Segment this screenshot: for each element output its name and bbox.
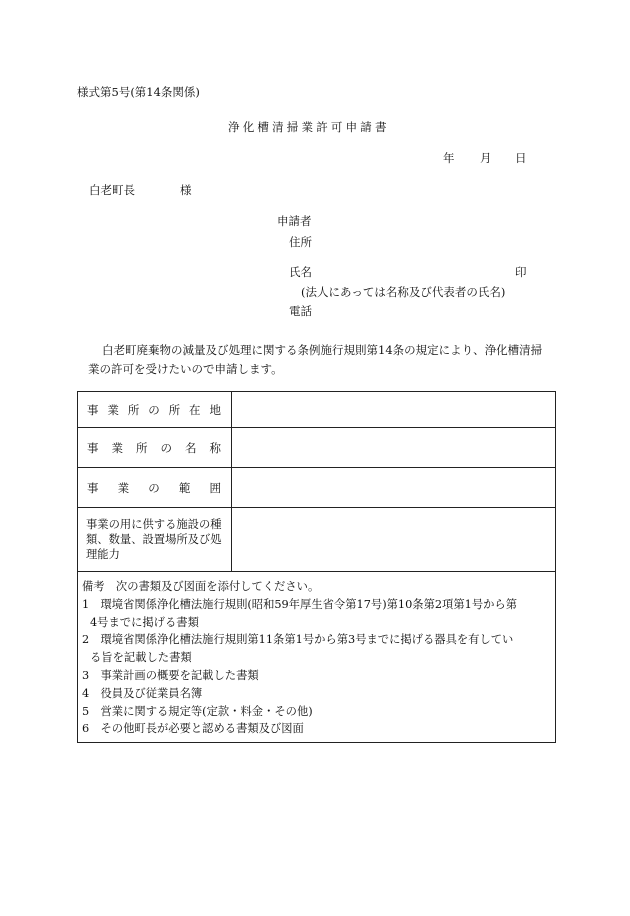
note-item: 3 事業計画の概要を記載した書類 [82,668,259,682]
note-item: 1 環境省関係浄化槽法施行規則(昭和59年厚生省令第17号)第10条第2項第1号から第 [82,597,518,611]
value-business-location[interactable] [232,392,556,428]
note-item-continuation: る旨を記載した書類 [90,651,192,665]
application-table [77,391,556,743]
label-business-scope: 事 業 の 範 囲 [78,468,232,508]
value-facilities[interactable] [232,508,556,572]
table-row [78,468,556,508]
table-row [78,392,556,428]
date-year: 年 [443,151,455,165]
table-row [78,428,556,468]
notes-header: 備考 次の書類及び図面を添付してください。 [82,580,320,593]
notes-row [78,572,556,743]
value-business-name[interactable] [232,428,556,468]
note-item: 2 環境省関係浄化槽法施行規則第11条第1号から第3号までに掲げる器具を有してい [82,633,514,647]
date-month: 月 [480,151,492,165]
note-item: 4 役員及び従業員名簿 [82,686,203,700]
notes-cell [78,572,556,743]
table-row [78,508,556,572]
form-number: 様式第5号(第14条関係) [77,85,200,99]
applicant-name-note: (法人にあっては名称及び代表者の氏名) [301,285,506,299]
label-business-name: 事 業 所 の 名 称 [78,428,232,468]
note-item: 5 営業に関する規定等(定款・料金・その他) [82,704,313,718]
body-text-line1: 白老町廃棄物の減量及び処理に関する条例施行規則第14条の規定により、浄化槽清掃 [102,343,543,357]
value-business-scope[interactable] [232,468,556,508]
label-facilities: 事業の用に供する施設の種類、数量、設置場所及び処理能力 [78,508,232,572]
note-item: 6 その他町長が必要と認める書類及び図面 [82,722,304,736]
date-day: 日 [515,151,527,165]
addressee-honorific: 様 [180,183,192,197]
body-text-line2: 業の許可を受けたいので申請します。 [88,362,283,376]
applicant-phone-label: 電話 [289,304,312,318]
applicant-address-label: 住所 [289,235,312,249]
seal-label: 印 [515,265,527,279]
applicant-heading: 申請者 [277,214,312,228]
note-item-continuation: 4号までに掲げる書類 [90,615,199,629]
addressee-name: 白老町長 [89,183,135,197]
label-business-location: 事 業 所 の 所 在 地 [78,392,232,428]
applicant-name-label: 氏名 [289,265,312,279]
form-title: 浄化槽清掃業許可申請書 [228,120,390,134]
